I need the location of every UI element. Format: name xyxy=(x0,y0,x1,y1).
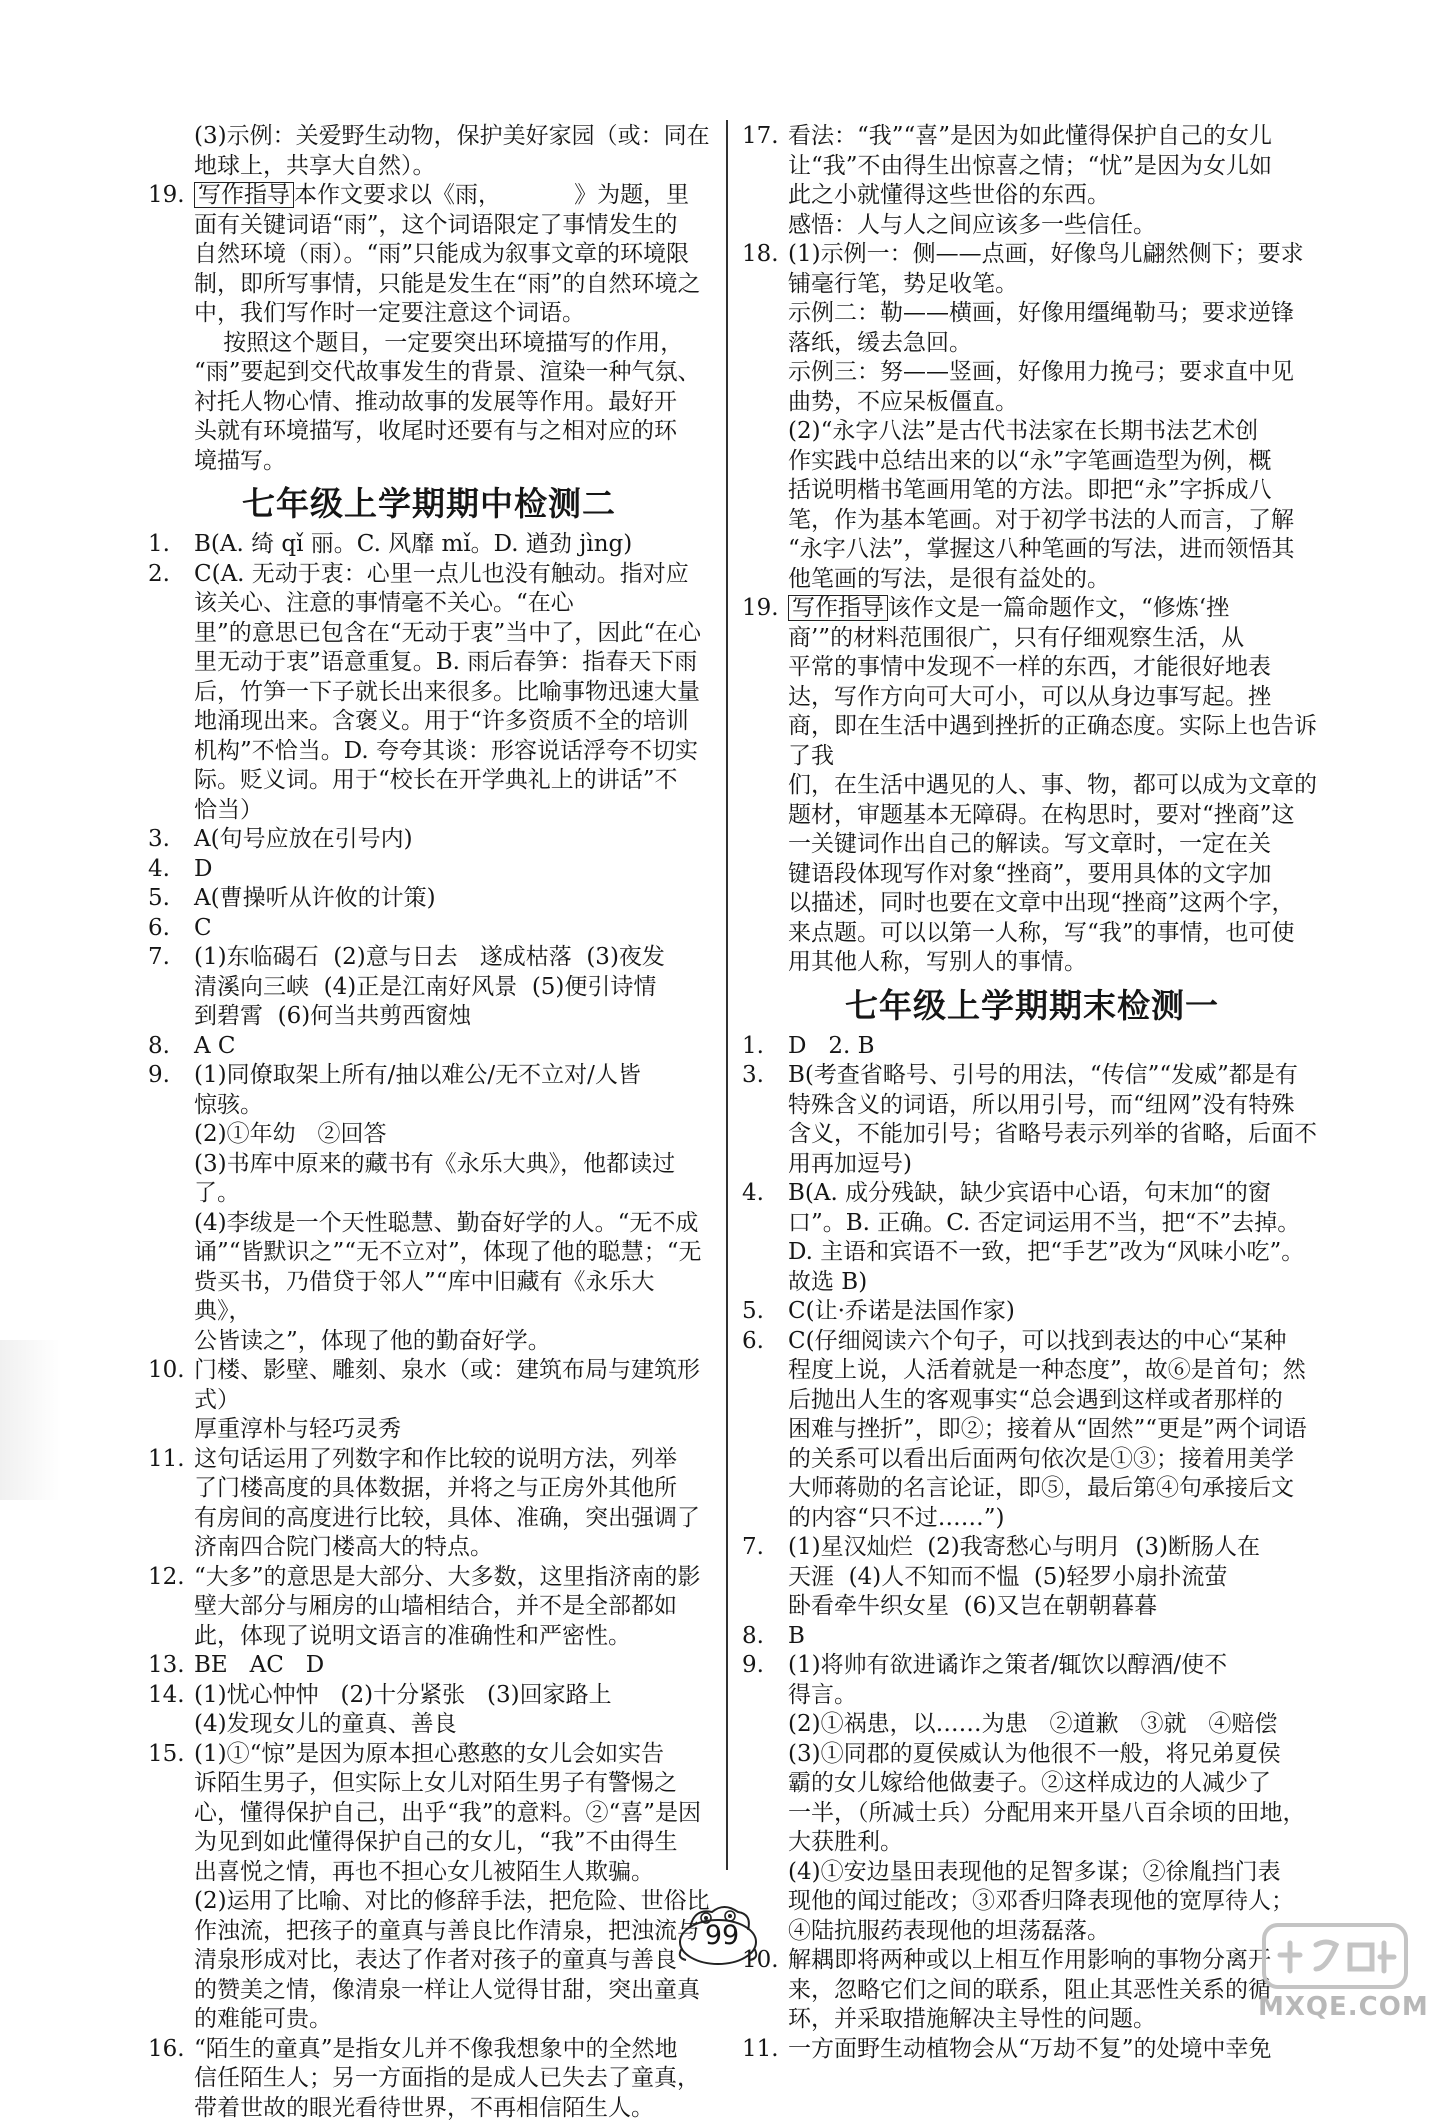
item-number: 4. xyxy=(742,1179,786,1209)
answer-line: (2)运用了比喻、对比的修辞手法，把危险、世俗比 xyxy=(194,1887,710,1917)
answer-item xyxy=(148,1563,710,1652)
answer-line: 心，懂得保护自己，出乎“我”的意料。②“喜”是因 xyxy=(194,1799,710,1829)
answer-line: 以描述，同时也要在文章中出现“挫商”这两个字， xyxy=(788,889,1322,919)
item-number: 16. xyxy=(148,2035,192,2065)
answer-item xyxy=(742,122,1322,240)
answer-line: (3)书库中原来的藏书有《永乐大典》，他都读过了。 xyxy=(194,1150,710,1209)
item-number: 9. xyxy=(148,1061,192,1091)
answer-line: D. 主语和宾语不一致，把“手艺”改为“风味小吃”。 xyxy=(788,1238,1322,1268)
answer-item xyxy=(742,1297,1322,1327)
item-number: 1. xyxy=(742,1032,786,1062)
answer-line-text: 该作文是一篇命题作文，“修炼‘挫 xyxy=(888,595,1229,621)
answer-item xyxy=(148,943,710,1032)
answer-line: 现他的闻过能改；③邓香归降表现他的宽厚待人； xyxy=(788,1887,1322,1917)
answer-line: C(A. 无动于衷：心里一点儿也没有触动。指对应 xyxy=(194,560,710,590)
answer-item xyxy=(148,530,710,560)
answer-line: 得言。 xyxy=(788,1681,1322,1711)
answer-item xyxy=(148,1445,710,1563)
answer-line: 该关心、注意的事情毫不关心。“在心 xyxy=(194,589,710,619)
answer-line: 霸的女儿嫁给他做妻子。②这样成边的人减少了 xyxy=(788,1769,1322,1799)
answer-line: (3)①同郡的夏侯威认为他很不一般，将兄弟夏侯 xyxy=(788,1740,1322,1770)
answer-line: 里无动于衷”语意重复。B. 雨后春笋：指春天下雨 xyxy=(194,648,710,678)
answer-item xyxy=(148,1032,710,1062)
answer-item xyxy=(742,594,1322,978)
item-number: 3. xyxy=(148,825,192,855)
answer-line: 恰当） xyxy=(194,796,710,826)
answer-line: 曲势，不应呆板僵直。 xyxy=(788,388,1322,418)
answer-line: 故选 B) xyxy=(788,1268,1322,1298)
answer-line: 境描写。 xyxy=(194,447,710,477)
item-number: 13. xyxy=(148,1651,192,1681)
item-number: 8. xyxy=(742,1622,786,1652)
answer-line: 落纸，缓去急回。 xyxy=(788,329,1322,359)
answer-item xyxy=(148,1651,710,1681)
answer-line: 赀买书，乃借贷于邻人”“库中旧藏有《永乐大典》， xyxy=(194,1268,710,1327)
answer-item xyxy=(742,1327,1322,1534)
answer-line: 卧看牵牛织女星 (6)又岂在朝朝暮暮 xyxy=(788,1592,1322,1622)
answer-line: 让“我”不由得生出惊喜之情；“忧”是因为女儿如 xyxy=(788,152,1322,182)
answer-line: 这句话运用了列数字和作比较的说明方法，列举 xyxy=(194,1445,710,1475)
answer-line: 到碧霄 (6)何当共剪西窗烛 xyxy=(194,1002,710,1032)
item-number: 8. xyxy=(148,1032,192,1062)
answer-line-text: 本作文要求以《雨， 》为题，里 xyxy=(294,182,689,208)
answer-line: 用其他人称，写别人的事情。 xyxy=(788,948,1322,978)
writing-guide-tag: 写作指导 xyxy=(194,182,294,208)
answer-line: 的关系可以看出后面两句依次是①③；接着用美学 xyxy=(788,1445,1322,1475)
answer-line: 题材，审题基本无障碍。在构思时，要对“挫商”这 xyxy=(788,801,1322,831)
answer-line: 机构”不恰当。D. 夸夸其谈：形容说话浮夸不切实 xyxy=(194,737,710,767)
answer-item xyxy=(148,560,710,826)
answer-line: 铺毫行笔，势足收笔。 xyxy=(788,270,1322,300)
answer-item xyxy=(742,1032,1322,1062)
item-number: 2. xyxy=(148,560,192,590)
answer-line: A(句号应放在引号内) xyxy=(194,825,710,855)
answer-line: 程度上说，人活着就是一种态度”，故⑥是首句；然 xyxy=(788,1356,1322,1386)
answer-line: 济南四合院门楼高大的特点。 xyxy=(194,1533,710,1563)
answer-line: (1)①“惊”是因为原本担心憨憨的女儿会如实告 xyxy=(194,1740,710,1770)
item-number: 5. xyxy=(742,1297,786,1327)
answer-line: 际。贬义词。用于“校长在开学典礼上的讲话”不 xyxy=(194,766,710,796)
answer-line: C xyxy=(194,914,710,944)
answer-line: (2)①祸患，以……为患 ②道歉 ③就 ④赔偿 xyxy=(788,1710,1322,1740)
item-number: 14. xyxy=(148,1681,192,1711)
watermark-text: MXQE.COM xyxy=(1258,1992,1418,2022)
answer-line: ④陆抗服药表现他的坦荡磊落。 xyxy=(788,1917,1322,1947)
item-number: 1. xyxy=(148,530,192,560)
answer-line: 口”。B. 正确。C. 否定词运用不当，把“不”去掉。 xyxy=(788,1209,1322,1239)
answer-line: 信任陌生人；另一方面指的是成人已失去了童真， xyxy=(194,2064,710,2094)
answer-line: 一方面野生动植物会从“万劫不复”的处境中幸免 xyxy=(788,2035,1322,2065)
answer-line: B(考查省略号、引号的用法，“传信”“发威”都是有 xyxy=(788,1061,1322,1091)
answer-line: 他笔画的写法，是很有益处的。 xyxy=(788,565,1322,595)
right-column xyxy=(742,122,1322,2064)
answer-line: 一半，（所减士兵）分配用来开垦八百余顷的田地， xyxy=(788,1799,1322,1829)
answer-line: 大获胜利。 xyxy=(788,1828,1322,1858)
answer-line: 的赞美之情，像清泉一样让人觉得甘甜，突出童真 xyxy=(194,1976,710,2006)
answer-line: “陌生的童真”是指女儿并不像我想象中的全然地 xyxy=(194,2035,710,2065)
answer-line: 面有关键词语“雨”，这个词语限定了事情发生的 xyxy=(194,211,710,241)
answer-line: 诵”“皆默识之”“无不立对”，体现了他的聪慧；“无 xyxy=(194,1238,710,1268)
answer-line: (1)东临碣石 (2)意与日去 遂成枯落 (3)夜发 xyxy=(194,943,710,973)
answer-item xyxy=(148,1356,710,1445)
answer-line: C(让·乔诺是法国作家) xyxy=(788,1297,1322,1327)
answer-line: 壁大部分与厢房的山墙相结合，并不是全部都如 xyxy=(194,1592,710,1622)
item-number: 7. xyxy=(148,943,192,973)
answer-item xyxy=(742,1651,1322,1946)
section-title: 七年级上学期期中检测二 xyxy=(148,482,710,526)
answer-line: 厚重淳朴与轻巧灵秀 xyxy=(194,1415,710,1445)
answer-line: 困难与挫折”，即②；接着从“固然”“更是”两个词语 xyxy=(788,1415,1322,1445)
answer-line: 天涯 (4)人不知而不愠 (5)轻罗小扇扑流萤 xyxy=(788,1563,1322,1593)
answer-item xyxy=(742,1946,1322,2035)
item-number: 10. xyxy=(742,1946,786,1976)
item-number: 3. xyxy=(742,1061,786,1091)
item-number: 9. xyxy=(742,1651,786,1681)
answer-line: 地球上，共享大自然）。 xyxy=(194,152,710,182)
answer-line: 出喜悦之情，再也不担心女儿被陌生人欺骗。 xyxy=(194,1858,710,1888)
item-number: 10. xyxy=(148,1356,192,1386)
answer-line: “雨”要起到交代故事发生的背景、渲染一种气氛、 xyxy=(194,358,710,388)
item-number: 19. xyxy=(148,181,192,211)
answer-item xyxy=(742,240,1322,594)
answer-line: 笔，作为基本笔画。对于初学书法的人而言，了解 xyxy=(788,506,1322,536)
answer-line: D xyxy=(194,855,710,885)
answer-line: 的内容“只不过……”) xyxy=(788,1504,1322,1534)
answer-line: 示例二：勒——横画，好像用缰绳勒马；要求逆锋 xyxy=(788,299,1322,329)
answer-line: 看法：“我”“喜”是因为如此懂得保护自己的女儿 xyxy=(788,122,1322,152)
answer-line: (1)忧心忡忡 (2)十分紧张 (3)回家路上 xyxy=(194,1681,710,1711)
answer-line: 括说明楷书笔画用笔的方法。即把“永”字拆成八 xyxy=(788,476,1322,506)
item-number: 17. xyxy=(742,122,786,152)
answer-line: (4)①安边垦田表现他的足智多谋；②徐胤挡门表 xyxy=(788,1858,1322,1888)
answer-line: C(仔细阅读六个句子，可以找到表达的中心“某种 xyxy=(788,1327,1322,1357)
answer-line: 们，在生活中遇见的人、事、物，都可以成为文章的 xyxy=(788,771,1322,801)
answer-line: 平常的事情中发现不一样的东西，才能很好地表 xyxy=(788,653,1322,683)
answer-line: 此，体现了说明文语言的准确性和严密性。 xyxy=(194,1622,710,1652)
item-number: 4. xyxy=(148,855,192,885)
answer-item xyxy=(148,122,710,181)
answer-line: 商，即在生活中遇到挫折的正确态度。实际上也告诉了我 xyxy=(788,712,1322,771)
answer-line: 键语段体现写作对象“挫商”，要用具体的文字加 xyxy=(788,860,1322,890)
answer-line: 公皆读之”，体现了他的勤奋好学。 xyxy=(194,1327,710,1357)
answer-item xyxy=(148,181,710,476)
answer-line: 作浊流，把孩子的童真与善良比作清泉，把浊流与 xyxy=(194,1917,710,1947)
answer-item xyxy=(742,2035,1322,2065)
answer-line xyxy=(194,181,710,211)
answer-line: 惊骇。 xyxy=(194,1091,710,1121)
answer-item xyxy=(148,825,710,855)
answer-line: 此之小就懂得这些世俗的东西。 xyxy=(788,181,1322,211)
answer-line: A C xyxy=(194,1032,710,1062)
answer-line: 里”的意思已包含在“无动于衷”当中了，因此“在心 xyxy=(194,619,710,649)
answer-line: 特殊含义的词语，所以用引号，而“纽网”没有特殊 xyxy=(788,1091,1322,1121)
answer-item xyxy=(742,1533,1322,1622)
answer-line: 作实践中总结出来的以“永”字笔画造型为例，概 xyxy=(788,447,1322,477)
answer-line: (3)示例：关爱野生动物，保护美好家园（或：同在 xyxy=(194,122,710,152)
answer-line: (2)①年幼 ②回答 xyxy=(194,1120,710,1150)
answer-item xyxy=(742,1622,1322,1652)
answer-line: D 2. B xyxy=(788,1032,1322,1062)
answer-item xyxy=(148,914,710,944)
answer-line: 环，并采取措施解决主导性的问题。 xyxy=(788,2005,1322,2035)
answer-line: 一关键词作出自己的解读。写文章时，一定在关 xyxy=(788,830,1322,860)
answer-line: 衬托人物心情、推动故事的发展等作用。最好开 xyxy=(194,388,710,418)
answer-line: 来，忽略它们之间的联系，阻止其恶性关系的循 xyxy=(788,1976,1322,2006)
answer-line xyxy=(788,594,1322,624)
answer-item xyxy=(148,1740,710,2035)
answer-line: 后，竹笋一下子就长出来很多。比喻事物迅速大量 xyxy=(194,678,710,708)
answer-item xyxy=(742,1061,1322,1179)
answer-line: 清溪向三峡 (4)正是江南好风景 (5)便引诗情 xyxy=(194,973,710,1003)
answer-line: 有房间的高度进行比较，具体、准确，突出强调了 xyxy=(194,1504,710,1534)
writing-guide-tag: 写作指导 xyxy=(788,595,888,621)
answer-line: 商’”的材料范围很广，只有仔细观察生活，从 xyxy=(788,624,1322,654)
answer-line: “大多”的意思是大部分、大多数，这里指济南的影 xyxy=(194,1563,710,1593)
answer-line: “永字八法”，掌握这八种笔画的写法，进而领悟其 xyxy=(788,535,1322,565)
answer-line: 示例三：努——竖画，好像用力挽弓；要求直中见 xyxy=(788,358,1322,388)
answer-line: 头就有环境描写，收尾时还要有与之相对应的环 xyxy=(194,417,710,447)
item-number: 6. xyxy=(742,1327,786,1357)
item-number: 11. xyxy=(742,2035,786,2065)
item-number: 11. xyxy=(148,1445,192,1475)
answer-line: B xyxy=(788,1622,1322,1652)
column-divider xyxy=(726,120,728,1870)
answer-line: 带着世故的眼光看待世界，不再相信陌生人。 xyxy=(194,2094,710,2123)
answer-line: 制，即所写事情，只能是发生在“雨”的自然环境之 xyxy=(194,270,710,300)
left-column xyxy=(148,122,710,2123)
answer-line: B(A. 绮 qǐ 丽。C. 风靡 mǐ。D. 遒劲 jìng) xyxy=(194,530,710,560)
answer-line: (1)同僚取架上所有/抽以难公/无不立对/人皆 xyxy=(194,1061,710,1091)
answer-line: A(曹操听从许攸的计策) xyxy=(194,884,710,914)
answer-line: (2)“永字八法”是古代书法家在长期书法艺术创 xyxy=(788,417,1322,447)
answer-line: 大师蒋勋的名言论证，即⑤，最后第④句承接后文 xyxy=(788,1474,1322,1504)
answer-line: 门楼、影壁、雕刻、泉水（或：建筑布局与建筑形式） xyxy=(194,1356,710,1415)
answer-line: 自然环境（雨）。“雨”只能成为叙事文章的环境限 xyxy=(194,240,710,270)
answer-line: (4)李绂是一个天性聪慧、勤奋好学的人。“无不成 xyxy=(194,1209,710,1239)
item-number: 5. xyxy=(148,884,192,914)
answer-line: 了门楼高度的具体数据，并将之与正房外其他所 xyxy=(194,1474,710,1504)
answer-line: 解耦即将两种或以上相互作用影响的事物分离开 xyxy=(788,1946,1322,1976)
answer-line: 中，我们写作时一定要注意这个词语。 xyxy=(194,299,710,329)
section-title: 七年级上学期期末检测一 xyxy=(742,984,1322,1028)
answer-item xyxy=(148,884,710,914)
item-number: 18. xyxy=(742,240,786,270)
answer-item xyxy=(148,1681,710,1740)
item-number: 6. xyxy=(148,914,192,944)
answer-line: (1)将帅有欲进谲诈之策者/辄饮以醇酒/使不 xyxy=(788,1651,1322,1681)
answer-line: 地涌现出来。含褒义。用于“许多资质不全的培训 xyxy=(194,707,710,737)
answer-line: 含义，不能加引号；省略号表示列举的省略，后面不 xyxy=(788,1120,1322,1150)
answer-line: (4)发现女儿的童真、善良 xyxy=(194,1710,710,1740)
answer-line: 的难能可贵。 xyxy=(194,2005,710,2035)
answer-line: B(A. 成分残缺，缺少宾语中心语，句末加“的窗 xyxy=(788,1179,1322,1209)
answer-item xyxy=(148,2035,710,2123)
answer-line: 用再加逗号) xyxy=(788,1150,1322,1180)
answer-item xyxy=(148,1061,710,1356)
answer-line: 清泉形成对比，表达了作者对孩子的童真与善良 xyxy=(194,1946,710,1976)
answer-line: (1)星汉灿烂 (2)我寄愁心与明月 (3)断肠人在 xyxy=(788,1533,1322,1563)
answer-line: 按照这个题目，一定要突出环境描写的作用， xyxy=(194,329,710,359)
item-number: 15. xyxy=(148,1740,192,1770)
item-number: 12. xyxy=(148,1563,192,1593)
item-number: 19. xyxy=(742,594,786,624)
answer-item xyxy=(148,855,710,885)
scan-shadow xyxy=(0,1340,60,1500)
answer-line: 达，写作方向可大可小，可以从身边事写起。挫 xyxy=(788,683,1322,713)
item-number: 7. xyxy=(742,1533,786,1563)
answer-line: 为见到如此懂得保护自己的女儿，“我”不由得生 xyxy=(194,1828,710,1858)
answer-line: 来点题。可以以第一人称，写“我”的事情，也可使 xyxy=(788,919,1322,949)
answer-line: 后抛出人生的客观事实“总会遇到这样或者那样的 xyxy=(788,1386,1322,1416)
page-number: 99 xyxy=(700,1920,744,1951)
answer-line: 感悟：人与人之间应该多一些信任。 xyxy=(788,211,1322,241)
answer-line: 诉陌生男子，但实际上女儿对陌生男子有警惕之 xyxy=(194,1769,710,1799)
answer-line: BE AC D xyxy=(194,1651,710,1681)
answer-line: (1)示例一：侧——点画，好像鸟儿翩然侧下；要求 xyxy=(788,240,1322,270)
answer-item xyxy=(742,1179,1322,1297)
